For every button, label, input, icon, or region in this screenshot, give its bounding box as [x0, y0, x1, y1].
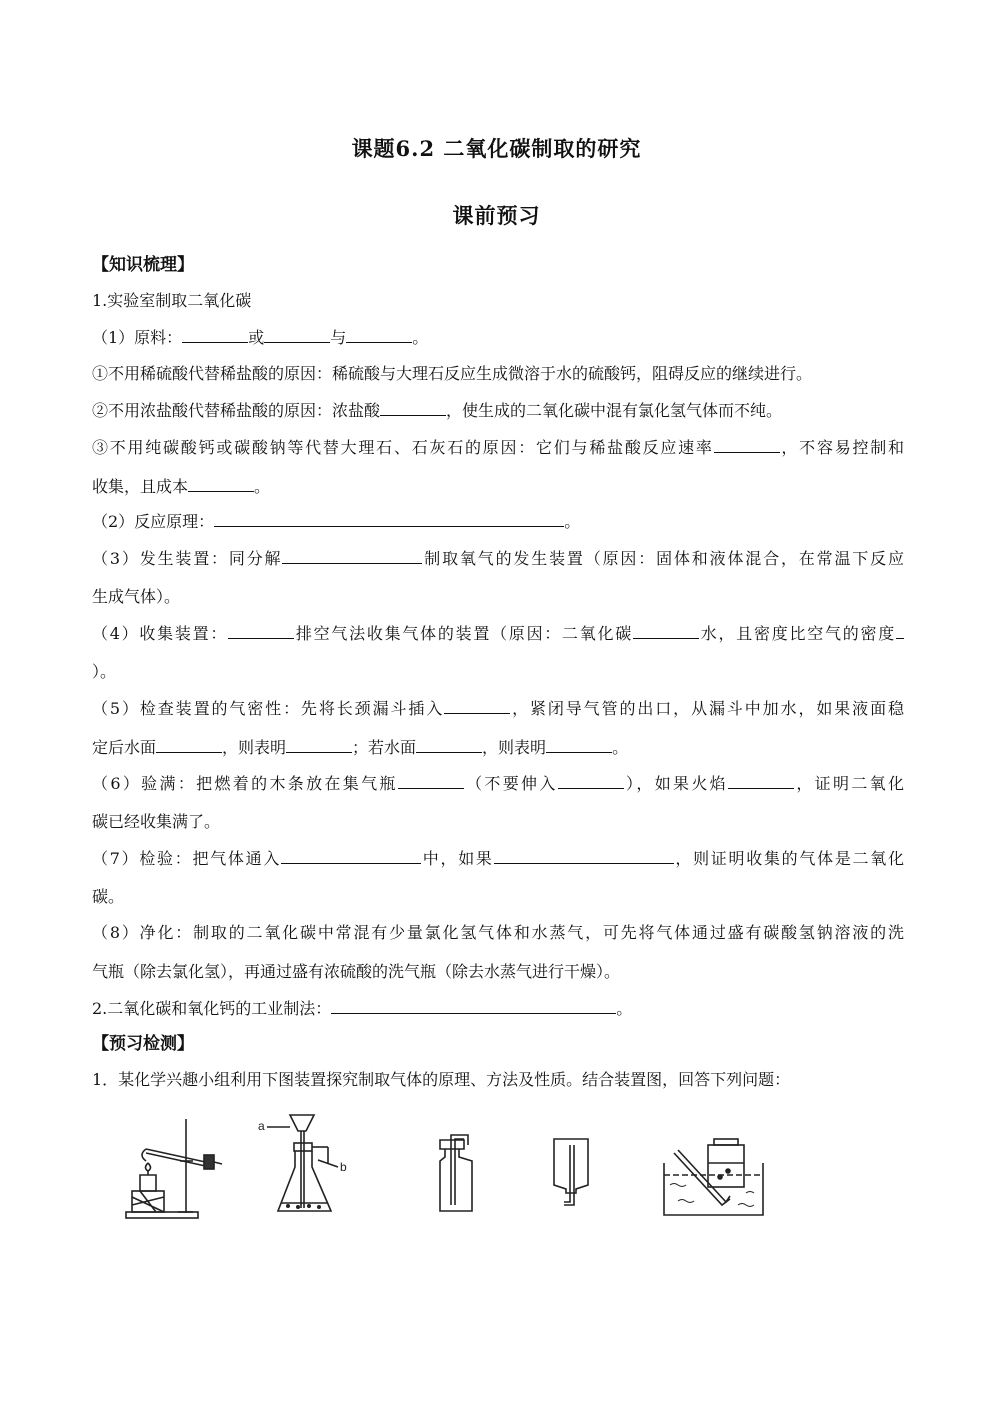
blank[interactable]: [182, 326, 248, 343]
text: ，不容易控制和: [779, 438, 904, 457]
text: ②不用浓盐酸代替稀盐酸的原因：浓盐酸: [92, 401, 381, 420]
text: （3）发生装置：同分解: [92, 549, 283, 568]
apparatus-flask: [258, 1115, 347, 1211]
apparatus-heating: [126, 1119, 222, 1218]
p8-line: （8）净化：制取的二氧化碳中常混有少量氯化氢气体和水蒸气，可先将气体通过盛有碳酸氢钠溶液的洗: [92, 923, 904, 942]
text: 。: [612, 738, 629, 757]
p2-line: [92, 510, 904, 533]
blank[interactable]: [228, 622, 294, 639]
item1-title: 1.实验室制取二氧化碳: [92, 291, 252, 310]
p3-line: [92, 547, 904, 570]
blank[interactable]: [286, 736, 352, 753]
apparatus-figure: [118, 1105, 778, 1225]
p5-cont: [92, 736, 904, 759]
p4-cont: ）。: [92, 662, 117, 681]
section-heading-check: 【预习检测】: [92, 1034, 194, 1054]
question-1: 1．某化学兴趣小组利用下图装置探究制取气体的原理、方法及性质。结合装置图，回答下列问题：: [92, 1070, 791, 1089]
blank[interactable]: [494, 847, 674, 864]
blank[interactable]: [264, 326, 330, 343]
text: 。: [564, 512, 581, 531]
blank[interactable]: [714, 436, 780, 453]
label-b: b: [340, 1160, 347, 1174]
text: 水，且密度比空气的密度: [699, 624, 896, 643]
apparatus-bottle-down: [554, 1139, 588, 1205]
blank[interactable]: [331, 997, 616, 1014]
reason-2: [92, 399, 904, 422]
text: ③不用纯碳酸钙或碳酸钠等代替大理石、石灰石的原因：它们与稀盐酸反应速率: [92, 438, 714, 457]
text: （不要伸入: [463, 774, 558, 793]
text: 与: [330, 328, 347, 347]
reason-3-cont: [92, 475, 904, 498]
item2-line: [92, 997, 904, 1020]
page-title: 课题6.2 二氧化碳制取的研究: [351, 136, 642, 161]
text: （4）收集装置：: [92, 624, 229, 643]
blank[interactable]: [444, 697, 510, 714]
text: ，则表明: [222, 738, 287, 757]
text: 排空气法收集气体的装置（原因：二氧化碳: [294, 624, 634, 643]
text: ；若水面: [352, 738, 417, 757]
blank[interactable]: [346, 326, 412, 343]
p5-line: [92, 697, 904, 720]
text: ），如果火焰: [623, 774, 729, 793]
p8-cont: 气瓶（除去氯化氢），再通过盛有浓硫酸的洗气瓶（除去水蒸气进行干燥）。: [92, 962, 621, 981]
p3-cont: 生成气体）。: [92, 587, 181, 606]
blank[interactable]: [546, 736, 612, 753]
blank[interactable]: [633, 622, 699, 639]
text: 。: [616, 999, 633, 1018]
text: ，使生成的二氧化碳中混有氯化氢气体而不纯。: [446, 401, 783, 420]
blank[interactable]: [398, 772, 464, 789]
blank[interactable]: [156, 736, 222, 753]
text: 2.二氧化碳和氧化钙的工业制法：: [92, 999, 332, 1018]
blank[interactable]: [380, 399, 446, 416]
blank[interactable]: [214, 510, 564, 527]
text: ，紧闭导气管的出口，从漏斗中加水，如果液面稳: [510, 699, 904, 718]
text: 。: [254, 477, 271, 496]
blank[interactable]: [728, 772, 794, 789]
blank[interactable]: [282, 547, 422, 564]
apparatus-water-trough: [664, 1139, 763, 1215]
text: ，则证明收集的气体是二氧化: [673, 849, 904, 868]
blank[interactable]: [416, 736, 482, 753]
text: （6）验满：把燃着的木条放在集气瓶: [92, 774, 398, 793]
p1-line: [92, 326, 904, 349]
text: 定后水面: [92, 738, 157, 757]
text: （2）反应原理：: [92, 512, 215, 531]
page-subtitle: 课前预习: [452, 203, 541, 228]
reason-1: ①不用稀硫酸代替稀盐酸的原因：稀硫酸与大理石反应生成微溶于水的硫酸钙，阻碍反应的继续进行。: [92, 364, 813, 383]
p6-cont: 碳已经收集满了。: [92, 812, 221, 831]
text: 收集，且成本: [92, 477, 189, 496]
p6-line: [92, 772, 904, 795]
blank[interactable]: [281, 847, 421, 864]
blank[interactable]: [896, 622, 904, 639]
text: （1）原料：: [92, 328, 183, 347]
p7-line: [92, 847, 904, 870]
blank[interactable]: [558, 772, 624, 789]
text: ，则表明: [482, 738, 547, 757]
text: 或: [248, 328, 265, 347]
text: 制取氧气的发生装置（原因：固体和液体混合，在常温下反应: [422, 549, 904, 568]
apparatus-bottle-up: [440, 1135, 472, 1211]
text: （5）检查装置的气密性：先将长颈漏斗插入: [92, 699, 445, 718]
label-a: a: [258, 1119, 265, 1133]
reason-3: [92, 436, 904, 459]
p4-line: [92, 622, 904, 645]
p7-cont: 碳。: [92, 887, 125, 906]
blank[interactable]: [188, 475, 254, 492]
text: 中，如果: [421, 849, 494, 868]
text: （7）检验：把气体通入: [92, 849, 282, 868]
text: 。: [412, 328, 429, 347]
text: ，证明二氧化: [794, 774, 904, 793]
section-heading-knowledge: 【知识梳理】: [92, 255, 194, 275]
